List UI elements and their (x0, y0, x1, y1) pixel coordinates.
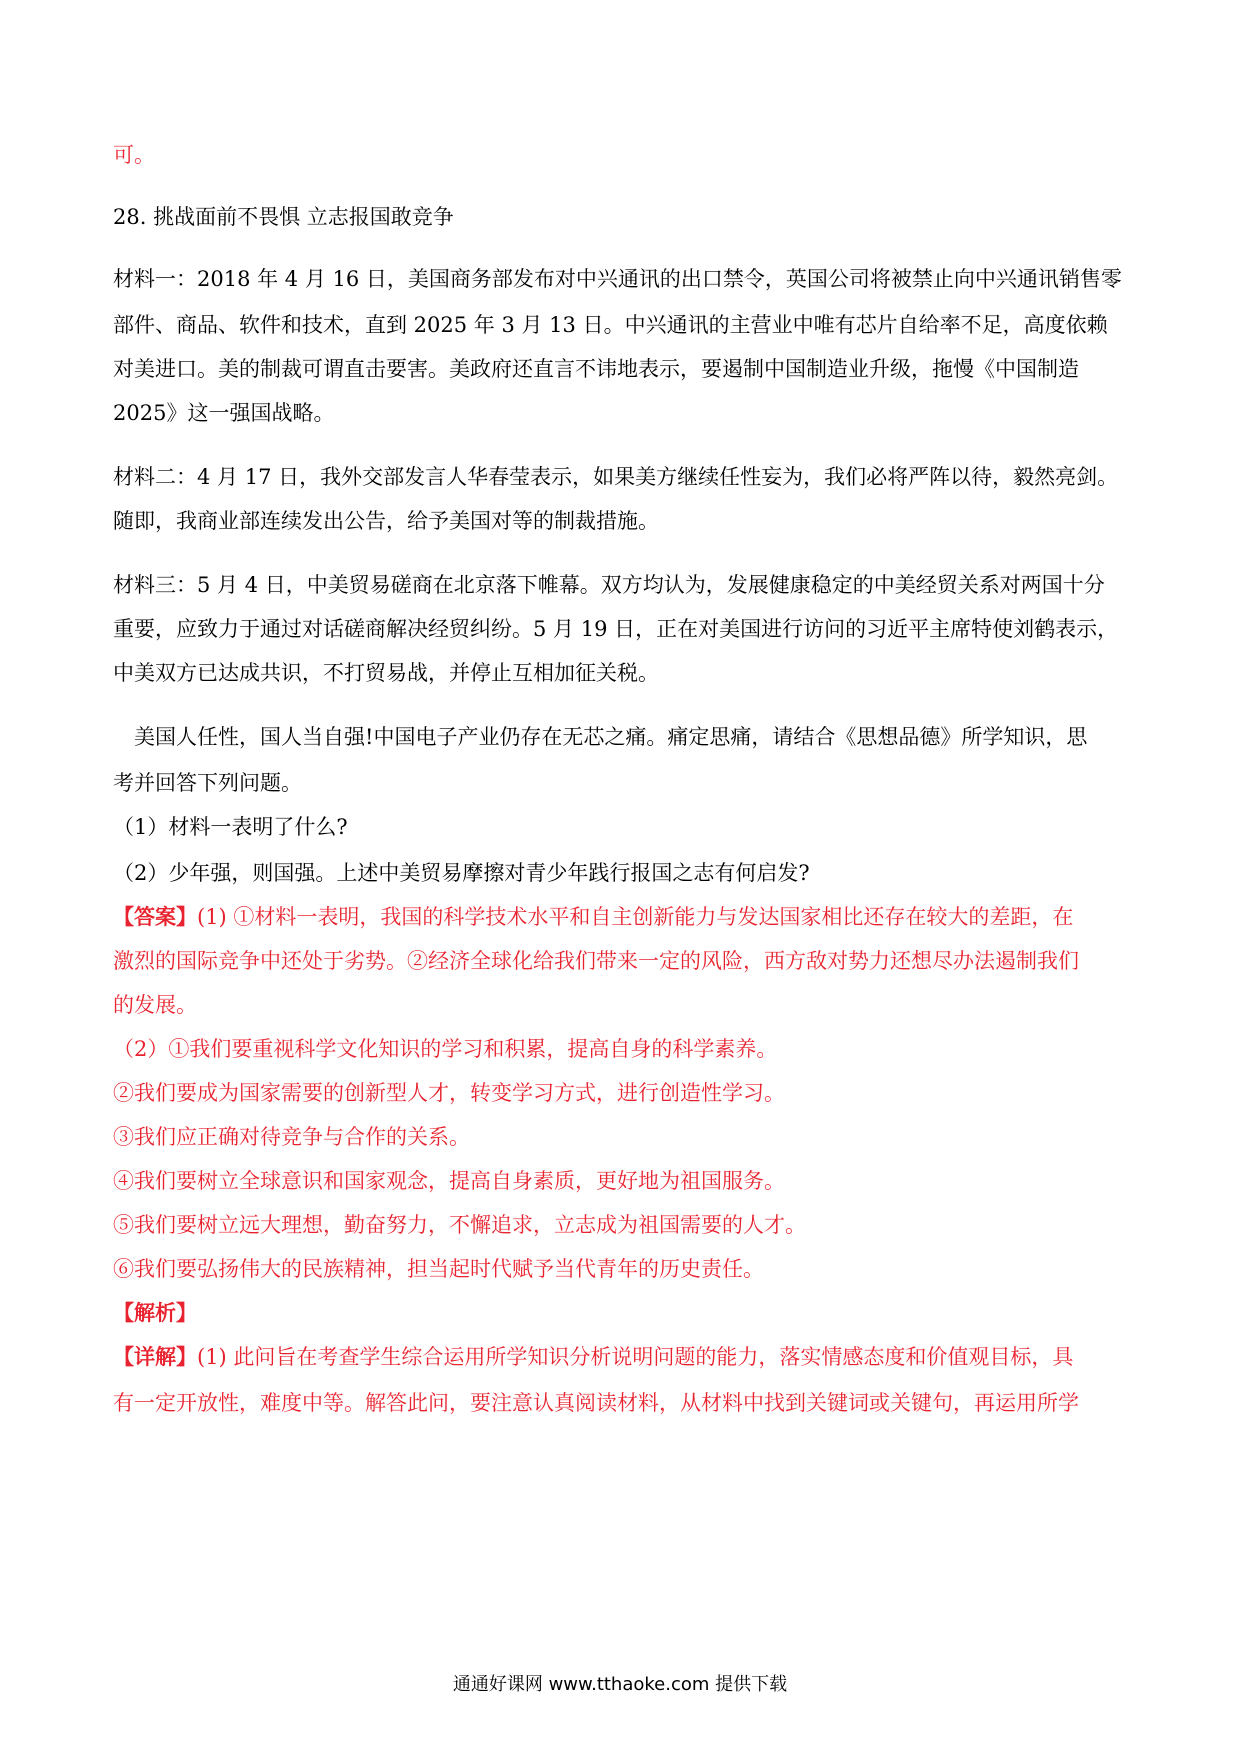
answer-label: 【答案】 (113, 904, 197, 929)
prompt-line: 美国人任性，国人当自强!中国电子产业仍存在无芯之痛。痛定思痛，请结合《思想品德》所学知识，思 (134, 725, 1088, 749)
continued-text: 可。 (113, 143, 155, 167)
answer-text: (1) ①材料一表明，我国的科学技术水平和自主创新能力与发达国家相比还存在较大的差距，在 (197, 905, 1074, 929)
page-footer: 通通好课网 www.tthaoke.com 提供下载 (452, 1674, 788, 1695)
answer-line: 激烈的国际竞争中还处于劣势。②经济全球化给我们带来一定的风险，西方敌对势力还想尽办法遏制我们 (113, 949, 1079, 973)
analysis-label: 【解析】 (113, 1300, 197, 1325)
answer-part2-line: ②我们要成为国家需要的创新型人才，转变学习方式，进行创造性学习。 (113, 1081, 785, 1105)
material2-line: 材料二：4 月 17 日，我外交部发言人华春莹表示，如果美方继续任性妄为，我们必将严阵以待，毅然亮剑。 (113, 465, 1119, 489)
question-title: 28. 挑战面前不畏惧 立志报国敢竞争 (113, 205, 454, 229)
detail-text: (1) 此问旨在考查学生综合运用所学知识分析说明问题的能力，落实情感态度和价值观目标，具 (197, 1345, 1074, 1369)
detail-line: 有一定开放性，难度中等。解答此问，要注意认真阅读材料，从材料中找到关键词或关键句，再运用所学 (113, 1391, 1079, 1415)
sub-question-2: （2）少年强，则国强。上述中美贸易摩擦对青少年践行报国之志有何启发? (113, 861, 810, 885)
answer-part2-line: ④我们要树立全球意识和国家观念，提高自身素质，更好地为祖国服务。 (113, 1169, 785, 1193)
material1-line: 部件、商品、软件和技术，直到 2025 年 3 月 13 日。中兴通讯的主营业中唯有芯片自给率不足，高度依赖 (113, 313, 1108, 337)
answer-part2-line: ⑤我们要树立远大理想，勤奋努力，不懈追求，立志成为祖国需要的人才。 (113, 1213, 806, 1237)
material3-line: 材料三：5 月 4 日，中美贸易磋商在北京落下帷幕。双方均认为，发展健康稳定的中美经贸关系对两国十分 (113, 573, 1105, 597)
material1-line: 材料一：2018 年 4 月 16 日，美国商务部发布对中兴通讯的出口禁令，英国公司将被禁止向中兴通讯销售零 (113, 267, 1122, 291)
answer-line: 的发展。 (113, 993, 197, 1017)
prompt-line: 考并回答下列问题。 (113, 771, 302, 795)
material1-line: 对美进口。美的制裁可谓直击要害。美政府还直言不讳地表示，要遏制中国制造业升级，拖慢《中国制造 (113, 357, 1079, 381)
sub-question-1: （1）材料一表明了什么? (113, 815, 348, 839)
answer-part2-line: ⑥我们要弘扬伟大的民族精神，担当起时代赋予当代青年的历史责任。 (113, 1257, 764, 1281)
material3-line: 中美双方已达成共识，不打贸易战，并停止互相加征关税。 (113, 661, 659, 685)
material3-line: 重要，应致力于通过对话磋商解决经贸纠纷。5 月 19 日，正在对美国进行访问的习近平主席特使刘鹤表示， (113, 617, 1119, 641)
detail-line (113, 1342, 1073, 1372)
answer-part2-line: ③我们应正确对待竞争与合作的关系。 (113, 1125, 470, 1149)
answer-part2-line: （2）①我们要重视科学文化知识的学习和积累，提高自身的科学素养。 (113, 1037, 778, 1061)
answer-line (113, 902, 1073, 932)
material1-line: 2025》这一强国战略。 (113, 401, 335, 425)
detail-label: 【详解】 (113, 1344, 197, 1369)
material2-line: 随即，我商业部连续发出公告，给予美国对等的制裁措施。 (113, 509, 659, 533)
